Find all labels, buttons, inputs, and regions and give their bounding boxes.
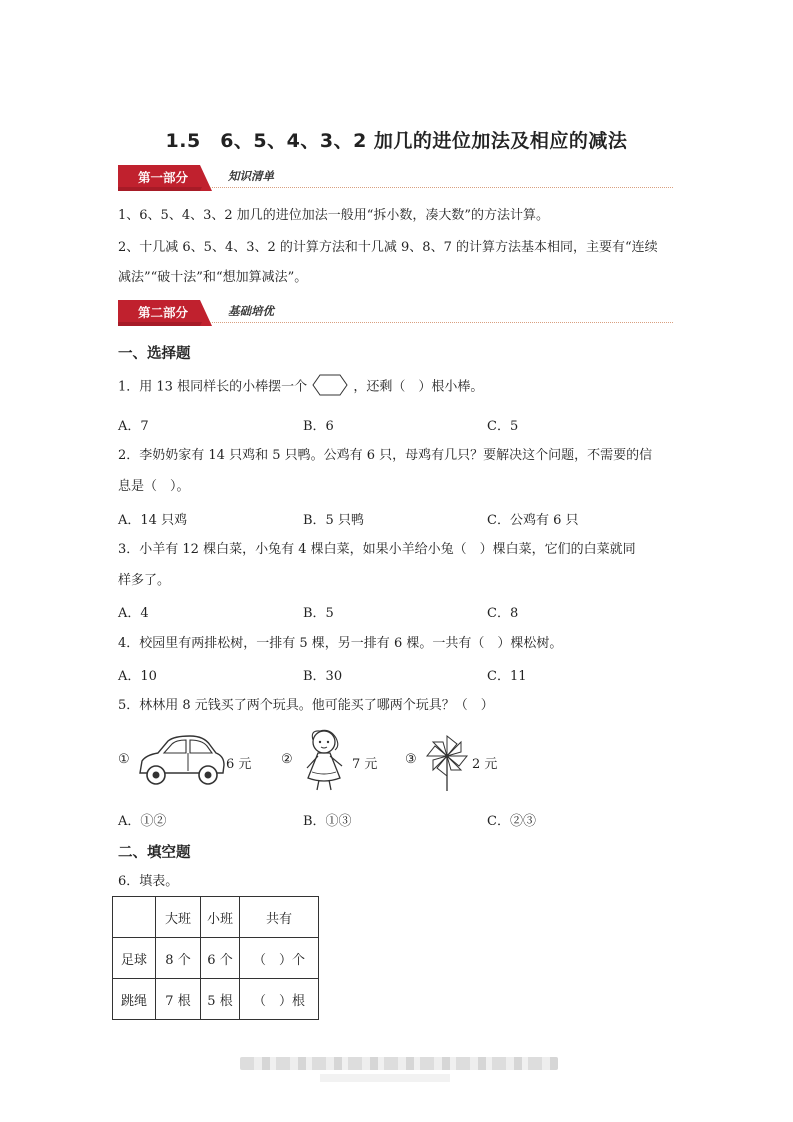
q2-option-c[interactable]: C．公鸡有 6 只 xyxy=(487,513,579,528)
table-header-cell: 小班 xyxy=(201,897,240,938)
question-5: 5．林林用 8 元钱买了两个玩具。他可能买了哪两个玩具？（ ） xyxy=(118,698,494,713)
table-header-cell: 大班 xyxy=(156,897,201,938)
q4-option-c[interactable]: C．11 xyxy=(487,669,527,684)
hexagon-icon xyxy=(312,373,348,397)
table-cell: 5 根 xyxy=(201,979,240,1020)
pinwheel-icon xyxy=(423,732,471,792)
table-cell: 足球 xyxy=(113,938,156,979)
q4-option-a[interactable]: A．10 xyxy=(118,669,157,684)
section-tag-label: 第一部分 xyxy=(137,170,188,185)
q5-option-c[interactable]: C．②③ xyxy=(487,814,536,829)
table-header-cell: 共有 xyxy=(240,897,319,938)
question-2-line-2: 息是（ ）。 xyxy=(118,479,190,494)
question-6: 6．填表。 xyxy=(118,874,179,889)
section-subtitle: 基础培优 xyxy=(228,304,274,318)
blurred-footer xyxy=(240,1057,558,1070)
toy-3-number: ③ xyxy=(405,752,417,767)
question-3-line-1: 3．小羊有 12 棵白菜，小兔有 4 棵白菜，如果小羊给小兔（ ）棵白菜，它们的白菜就同 xyxy=(118,542,636,557)
q3-option-a[interactable]: A．4 xyxy=(118,606,149,621)
question-3-line-2: 样多了。 xyxy=(118,573,171,588)
section-fill-heading: 二、填空题 xyxy=(118,845,191,861)
section-tag-label: 第二部分 xyxy=(137,305,188,320)
question-4: 4．校园里有两排松树，一排有 5 棵，另一排有 6 棵。一共有（ ）棵松树。 xyxy=(118,636,563,651)
blurred-footer-sub xyxy=(320,1074,450,1082)
car-icon xyxy=(134,733,226,789)
q5-option-b[interactable]: B．①③ xyxy=(303,814,352,829)
table-answer-cell[interactable]: （ ）个 xyxy=(240,938,319,979)
q3-option-c[interactable]: C．8 xyxy=(487,606,519,621)
section-tag xyxy=(118,300,210,326)
doll-icon xyxy=(300,728,350,792)
q4-option-b[interactable]: B．30 xyxy=(303,669,343,684)
q3-option-b[interactable]: B．5 xyxy=(303,606,334,621)
section-divider xyxy=(210,322,673,323)
toy-2-number: ② xyxy=(281,752,293,767)
q5-option-a[interactable]: A．①② xyxy=(118,814,167,829)
knowledge-item-2-cont: 减法”“破十法”和“想加算减法”。 xyxy=(118,270,308,285)
table-cell: 跳绳 xyxy=(113,979,156,1020)
toy-1-number: ① xyxy=(118,752,130,767)
knowledge-item-2: 2、十几减 6、5、4、3、2 的计算方法和十几减 9、8、7 的计算方法基本相同，主要有“连续 xyxy=(118,240,658,255)
table-cell: 6 个 xyxy=(201,938,240,979)
table-answer-cell[interactable]: （ ）根 xyxy=(240,979,319,1020)
page-title: 1.5 6、5、4、3、2 加几的进位加法及相应的减法 xyxy=(165,130,628,152)
section-header-part1 xyxy=(118,165,673,191)
knowledge-item-1: 1、6、5、4、3、2 加几的进位加法一般用“拆小数，凑大数”的方法计算。 xyxy=(118,208,550,223)
q1-option-b[interactable]: B．6 xyxy=(303,419,334,434)
toy-2-price: 7 元 xyxy=(352,757,378,772)
q1-option-a[interactable]: A．7 xyxy=(118,419,149,434)
table-row xyxy=(113,979,319,1020)
q1-option-c[interactable]: C．5 xyxy=(487,419,519,434)
q2-option-a[interactable]: A．14 只鸡 xyxy=(118,513,188,528)
section-tag xyxy=(118,165,210,191)
section-subtitle: 知识清单 xyxy=(228,169,274,183)
toy-1-price: 6 元 xyxy=(226,757,252,772)
table-row xyxy=(113,938,319,979)
question-1-text-a: 1．用 13 根同样长的小棒摆一个 xyxy=(118,379,308,395)
section-divider xyxy=(210,187,673,188)
toy-3-price: 2 元 xyxy=(472,757,498,772)
question-1-text-b: ，还剩（ ）根小棒。 xyxy=(353,379,484,395)
question-1 xyxy=(118,377,674,398)
table-header-cell xyxy=(113,897,156,938)
table-header-row xyxy=(113,897,319,938)
question-2-line-1: 2．李奶奶家有 14 只鸡和 5 只鸭。公鸡有 6 只，母鸡有几只？要解决这个问题，不需要的信 xyxy=(118,448,653,463)
table-cell: 7 根 xyxy=(156,979,201,1020)
q2-option-b[interactable]: B．5 只鸭 xyxy=(303,513,364,528)
table-cell: 8 个 xyxy=(156,938,201,979)
section-header-part2 xyxy=(118,300,673,326)
fill-table xyxy=(112,896,319,1020)
section-choice-heading: 一、选择题 xyxy=(118,346,191,362)
